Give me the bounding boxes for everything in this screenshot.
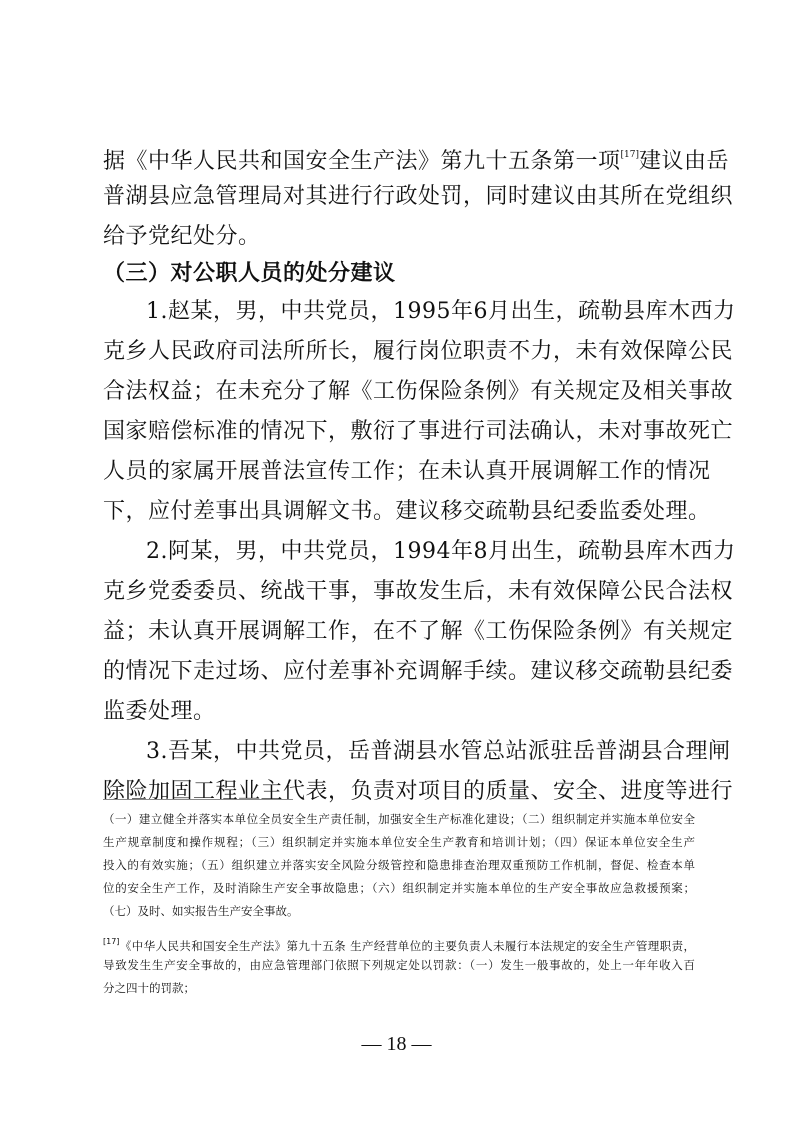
- body-line: 克乡人民政府司法所所长，履行岗位职责不力，未有效保障公民: [103, 339, 734, 364]
- body-line: 下，应付差事出具调解文书。建议移交疏勒县纪委监委处理。: [103, 499, 711, 524]
- body-line: 益；未认真开展调解工作，在不了解《工伤保险条例》有关规定: [103, 619, 734, 644]
- page-number: — 18 —: [361, 1033, 432, 1055]
- body-line: 普湖县应急管理局对其进行行政处罚，同时建议由其所在党组织: [103, 184, 734, 209]
- body-line: 2.阿某，男，中共党员，1994年8月出生，疏勒县库木西力: [146, 539, 736, 564]
- footnote-line: 位的安全生产工作，及时消除生产安全事故隐患；（六）组织制定并实施本单位的生产安全事故应急救援预案；: [103, 881, 695, 895]
- footnote-line: （七）及时、如实报告生产安全事故。: [103, 904, 299, 918]
- footnote-line: 生产规章制度和操作规程；（三）组织制定并实施本单位安全生产教育和培训计划；（四）保证本单位安全生产: [103, 835, 695, 849]
- footnote-line: 导致发生生产安全事故的，由应急管理部门依照下列规定处以罚款：（一）发生一般事故的，处上一年年收入百: [103, 958, 695, 972]
- body-line: 给予党纪处分。: [103, 224, 261, 249]
- body-line: 除险加固工程业主代表，负责对项目的质量、安全、进度等进行: [103, 779, 734, 804]
- body-line: 合法权益；在未充分了解《工伤保险条例》有关规定及相关事故: [103, 379, 734, 404]
- footnote-separator: [103, 799, 293, 800]
- body-line: 国家赔偿标准的情况下，敷衍了事进行司法确认，未对事故死亡: [103, 419, 734, 444]
- footnote-line: 分之四十的罚款；: [103, 981, 195, 995]
- body-line: 3.吾某，中共党员，岳普湖县水管总站派驻岳普湖县合理闸: [146, 739, 731, 764]
- body-line: 1.赵某，男，中共党员，1995年6月出生，疏勒县库木西力: [146, 299, 736, 324]
- body-line: 克乡党委委员、统战干事，事故发生后，未有效保障公民合法权: [103, 579, 734, 604]
- body-line: 的情况下走过场、应付差事补充调解手续。建议移交疏勒县纪委: [103, 659, 734, 684]
- footnote-marker: [17]: [103, 937, 120, 946]
- section-heading: （三）对公职人员的处分建议: [103, 260, 396, 286]
- body-line: 监委处理。: [103, 699, 216, 724]
- body-line: 人员的家属开展普法宣传工作；在未认真开展调解工作的情况: [103, 459, 711, 484]
- footnote-line: 投入的有效实施；（五）组织建立并落实安全风险分级管控和隐患排查治理双重预防工作机制，督促、检查本单: [103, 858, 695, 872]
- body-line: 据《中华人民共和国安全生产法》第九十五条第一项[17]建议由岳: [103, 149, 730, 174]
- footnote-line: （一）建立健全并落实本单位全员安全生产责任制，加强安全生产标准化建设；（二）组织制定并实施本单位安全: [103, 812, 695, 826]
- footnote-ref: [17]: [620, 150, 639, 160]
- footnote-line: [17]《中华人民共和国安全生产法》第九十五条 生产经营单位的主要负责人未履行本法规定的安全生产管理职责，: [103, 937, 695, 953]
